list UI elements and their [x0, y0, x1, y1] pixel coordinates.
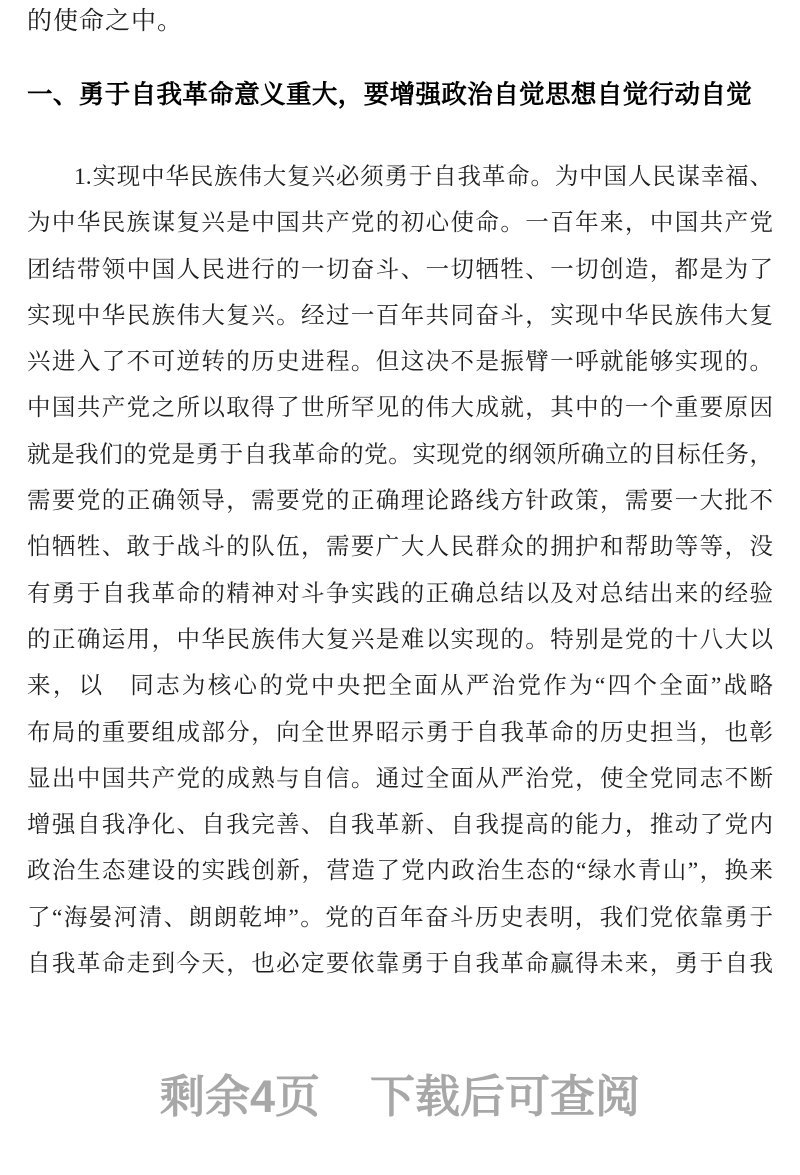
paragraph-text-line: 自我革命走到今天，也必定要依靠勇于自我革命赢得未来，勇于自我 [27, 951, 773, 978]
paragraph-text-line: 了“海晏河清、朗朗乾坤”。党的百年奋斗历史表明，我们党依靠勇于 [27, 904, 773, 931]
paragraph-text-line: 显出中国共产党的成熟与自信。通过全面从严治党，使全党同志不断 [27, 765, 773, 792]
paragraph-text-line: 就是我们的党是勇于自我革命的党。实现党的纲领所确立的目标任务， [27, 441, 773, 468]
paragraph-text-line: 团结带领中国人民进行的一切奋斗、一切牺牲、一切创造，都是为了 [27, 256, 773, 283]
section-heading: 一、勇于自我革命意义重大，要增强政治自觉思想自觉行动自觉 [27, 81, 753, 109]
paragraph-text-line: 怕牺牲、敢于战斗的队伍，需要广大人民群众的拥护和帮助等等，没 [27, 534, 773, 561]
paragraph-text-line: 政治生态建设的实践创新，营造了党内政治生态的“绿水青山”，换来 [27, 858, 773, 885]
previous-paragraph-ending: 的使命之中。 [27, 8, 184, 35]
paragraph-text-line: 布局的重要组成部分，向全世界昭示勇于自我革命的历史担当，也彰 [27, 719, 773, 746]
remaining-pages-label: 剩余4页 [159, 1071, 320, 1123]
paragraph-text-line: 实现中华民族伟大复兴。经过一百年共同奋斗，实现中华民族伟大复 [27, 302, 773, 329]
paragraph-text-line: 为中华民族谋复兴是中国共产党的初心使命。一百年来，中国共产党 [27, 210, 773, 237]
paragraph-text-line: 来，以 同志为核心的党中央把全面从严治党作为“四个全面”战略 [27, 673, 773, 700]
body-paragraph [27, 154, 773, 987]
paragraph-text-line: 需要党的正确领导，需要党的正确理论路线方针政策，需要一大批不 [27, 488, 773, 515]
paragraph-text-line: 增强自我净化、自我完善、自我革新、自我提高的能力，推动了党内 [27, 812, 773, 839]
paragraph-text-line: 的正确运用，中华民族伟大复兴是难以实现的。特别是党的十八大以 [27, 626, 773, 653]
paragraph-text-line: 兴进入了不可逆转的历史进程。但这决不是振臂一呼就能够实现的。 [27, 349, 773, 376]
page-footer [27, 1069, 773, 1125]
paragraph-text-line: 1.实现中华民族伟大复兴必须勇于自我革命。为中国人民谋幸福、 [74, 164, 773, 190]
download-hint-label: 下载后可查阅 [370, 1071, 641, 1123]
paragraph-text-line: 有勇于自我革命的精神对斗争实践的正确总结以及对总结出来的经验 [27, 580, 773, 607]
paragraph-text-line: 中国共产党之所以取得了世所罕见的伟大成就，其中的一个重要原因 [27, 395, 773, 422]
